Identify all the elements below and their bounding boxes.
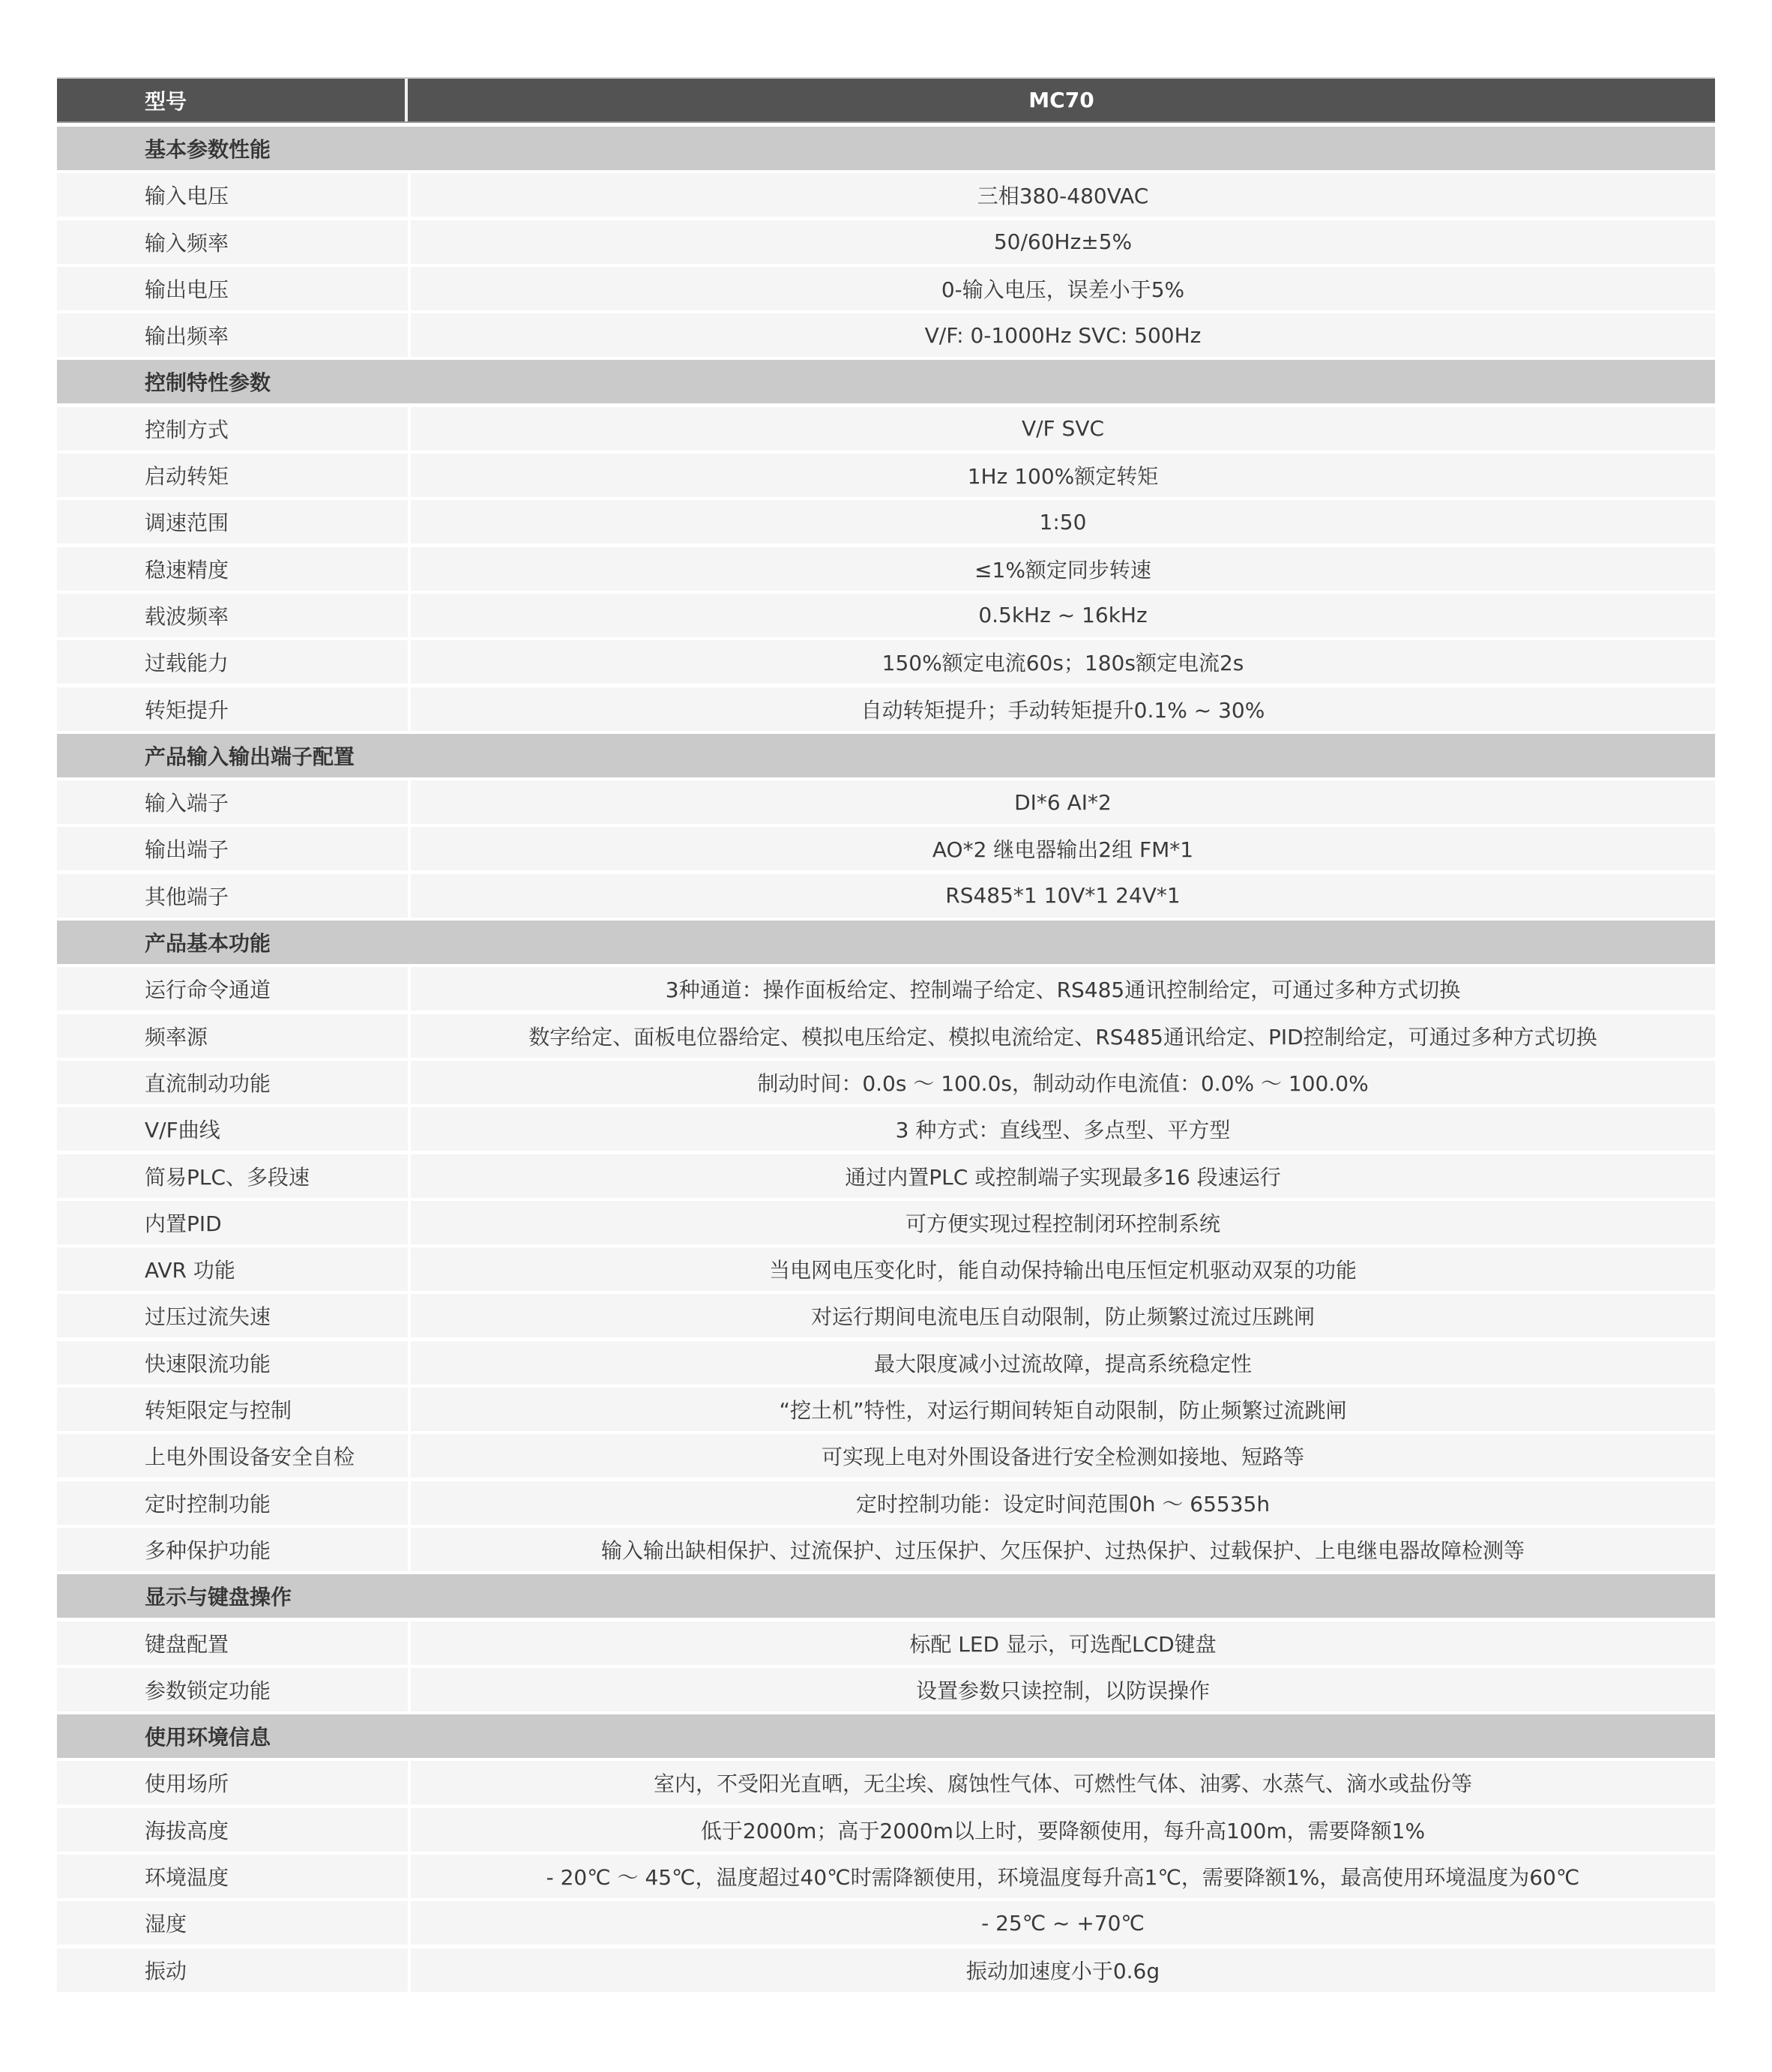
- section-header: 控制特性参数: [57, 360, 1715, 403]
- row-label: 其他端子: [57, 874, 408, 918]
- row-label: 海拔高度: [57, 1808, 408, 1852]
- row-label: AVR 功能: [57, 1247, 408, 1291]
- table-row: [57, 1388, 1715, 1431]
- table-row: [57, 1107, 1715, 1151]
- table-row: [57, 687, 1715, 731]
- row-value: 定时控制功能：设定时间范围0h ～ 65535h: [411, 1481, 1715, 1525]
- section-header: 产品输入输出端子配置: [57, 734, 1715, 777]
- row-value: 自动转矩提升；手动转矩提升0.1% ~ 30%: [411, 687, 1715, 731]
- table-row: [57, 780, 1715, 824]
- row-label: 转矩提升: [57, 687, 408, 731]
- row-value: V/F SVC: [411, 407, 1715, 451]
- table-row: [57, 173, 1715, 217]
- row-value: - 25℃ ~ +70℃: [411, 1901, 1715, 1945]
- table-row: [57, 1528, 1715, 1571]
- table-row: [57, 1621, 1715, 1665]
- row-label: 键盘配置: [57, 1621, 408, 1665]
- row-value: 当电网电压变化时，能自动保持输出电压恒定机驱动双泵的功能: [411, 1247, 1715, 1291]
- row-label: 调速范围: [57, 500, 408, 543]
- row-label: 振动: [57, 1948, 408, 1992]
- table-row: [57, 1154, 1715, 1198]
- row-label: 频率源: [57, 1014, 408, 1058]
- table-row: [57, 1481, 1715, 1525]
- row-label: 载波频率: [57, 594, 408, 637]
- table-row: [57, 1201, 1715, 1244]
- row-label: 输出频率: [57, 313, 408, 357]
- table-row: [57, 827, 1715, 870]
- table-body: [57, 127, 1715, 1992]
- table-row: [57, 1901, 1715, 1945]
- header-model: MC70: [1028, 88, 1094, 112]
- table-row: [57, 220, 1715, 264]
- table-row: [57, 454, 1715, 497]
- section-header: 产品基本功能: [57, 921, 1715, 964]
- row-value: ≤1%额定同步转速: [411, 547, 1715, 591]
- table-row: [57, 1668, 1715, 1711]
- row-label: 使用场所: [57, 1761, 408, 1804]
- table-row: [57, 1948, 1715, 1992]
- table-row: [57, 500, 1715, 543]
- row-label: 转矩限定与控制: [57, 1388, 408, 1431]
- row-label: 过压过流失速: [57, 1294, 408, 1337]
- row-value: 3 种方式：直线型、多点型、平方型: [411, 1107, 1715, 1151]
- row-value: 振动加速度小于0.6g: [411, 1948, 1715, 1992]
- row-value: 设置参数只读控制，以防误操作: [411, 1668, 1715, 1711]
- row-label: 控制方式: [57, 407, 408, 451]
- table-row: [57, 1294, 1715, 1337]
- table-row: [57, 1061, 1715, 1104]
- row-value: 输入输出缺相保护、过流保护、过压保护、欠压保护、过热保护、过载保护、上电继电器故障检测等: [411, 1528, 1715, 1571]
- row-label: 输出端子: [57, 827, 408, 870]
- row-value: “挖土机”特性，对运行期间转矩自动限制，防止频繁过流跳闸: [411, 1388, 1715, 1431]
- row-label: 简易PLC、多段速: [57, 1154, 408, 1198]
- table-row: [57, 1247, 1715, 1291]
- row-value: 制动时间：0.0s ～ 100.0s，制动动作电流值：0.0% ～ 100.0%: [411, 1061, 1715, 1104]
- row-value: 低于2000m；高于2000m以上时，要降额使用，每升高100m，需要降额1%: [411, 1808, 1715, 1852]
- row-value: RS485*1 10V*1 24V*1: [411, 874, 1715, 918]
- row-label: 运行命令通道: [57, 967, 408, 1011]
- row-value: 对运行期间电流电压自动限制，防止频繁过流过压跳闸: [411, 1294, 1715, 1337]
- row-label: 参数锁定功能: [57, 1668, 408, 1711]
- row-label: 定时控制功能: [57, 1481, 408, 1525]
- table-row: [57, 267, 1715, 310]
- row-value: AO*2 继电器输出2组 FM*1: [411, 827, 1715, 870]
- row-label: 输入频率: [57, 220, 408, 264]
- table-row: [57, 547, 1715, 591]
- row-value: 1Hz 100%额定转矩: [411, 454, 1715, 497]
- spec-table: [57, 77, 1715, 1995]
- row-value: 1:50: [411, 500, 1715, 543]
- row-value: 0-输入电压，误差小于5%: [411, 267, 1715, 310]
- row-value: 50/60Hz±5%: [411, 220, 1715, 264]
- row-value: 最大限度减小过流故障，提高系统稳定性: [411, 1341, 1715, 1385]
- row-label: 上电外围设备安全自检: [57, 1434, 408, 1478]
- table-row: [57, 1808, 1715, 1852]
- row-value: 三相380-480VAC: [411, 173, 1715, 217]
- row-value: 3种通道：操作面板给定、控制端子给定、RS485通讯控制给定，可通过多种方式切换: [411, 967, 1715, 1011]
- section-header: 基本参数性能: [57, 127, 1715, 170]
- table-row: [57, 640, 1715, 684]
- row-label: 启动转矩: [57, 454, 408, 497]
- row-label: 输入电压: [57, 173, 408, 217]
- row-value: 室内，不受阳光直晒，无尘埃、腐蚀性气体、可燃性气体、油雾、水蒸气、滴水或盐份等: [411, 1761, 1715, 1804]
- row-label: V/F曲线: [57, 1107, 408, 1151]
- row-label: 环境温度: [57, 1855, 408, 1898]
- section-header: 使用环境信息: [57, 1714, 1715, 1758]
- row-value: V/F: 0-1000Hz SVC: 500Hz: [411, 313, 1715, 357]
- row-value: 通过内置PLC 或控制端子实现最多16 段速运行: [411, 1154, 1715, 1198]
- row-label: 直流制动功能: [57, 1061, 408, 1104]
- row-value: 可方便实现过程控制闭环控制系统: [411, 1201, 1715, 1244]
- row-label: 快速限流功能: [57, 1341, 408, 1385]
- table-row: [57, 874, 1715, 918]
- row-label: 过载能力: [57, 640, 408, 684]
- row-label: 内置PID: [57, 1201, 408, 1244]
- table-row: [57, 967, 1715, 1011]
- row-label: 输入端子: [57, 780, 408, 824]
- table-row: [57, 1855, 1715, 1898]
- header-label: 型号: [57, 79, 408, 121]
- table-row: [57, 407, 1715, 451]
- row-value: 0.5kHz ~ 16kHz: [411, 594, 1715, 637]
- row-value: 150%额定电流60s；180s额定电流2s: [411, 640, 1715, 684]
- table-row: [57, 1341, 1715, 1385]
- table-row: [57, 1434, 1715, 1478]
- table-row: [57, 1761, 1715, 1804]
- table-row: [57, 313, 1715, 357]
- row-value: 数字给定、面板电位器给定、模拟电压给定、模拟电流给定、RS485通讯给定、PID控制给定，可通过多种方式切换: [411, 1014, 1715, 1058]
- row-value: - 20℃ ～ 45℃，温度超过40℃时需降额使用，环境温度每升高1℃，需要降额1%，最高使用环境温度为60℃: [411, 1855, 1715, 1898]
- row-value: 标配 LED 显示，可选配LCD键盘: [411, 1621, 1715, 1665]
- row-value: DI*6 AI*2: [411, 780, 1715, 824]
- row-label: 多种保护功能: [57, 1528, 408, 1571]
- row-label: 输出电压: [57, 267, 408, 310]
- row-label: 湿度: [57, 1901, 408, 1945]
- section-header: 显示与键盘操作: [57, 1574, 1715, 1618]
- table-row: [57, 1014, 1715, 1058]
- table-row: [57, 594, 1715, 637]
- row-value: 可实现上电对外围设备进行安全检测如接地、短路等: [411, 1434, 1715, 1478]
- table-header: [57, 77, 1715, 123]
- row-label: 稳速精度: [57, 547, 408, 591]
